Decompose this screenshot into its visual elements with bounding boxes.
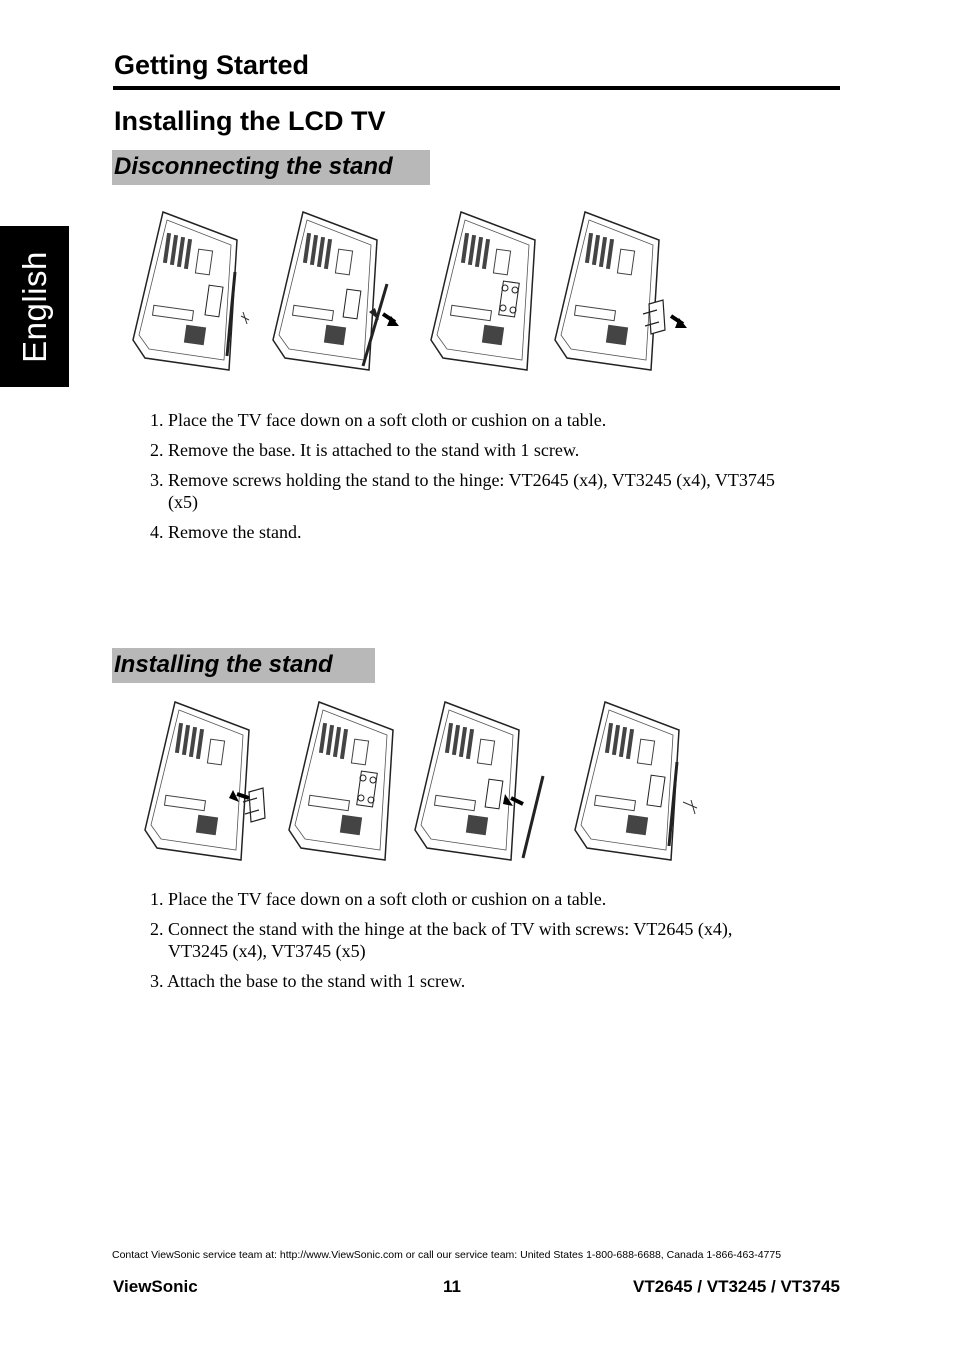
tv-back-illustration-2 xyxy=(265,208,405,376)
chapter-divider xyxy=(113,86,840,90)
page-number: 11 xyxy=(443,1277,461,1296)
install-steps-list xyxy=(150,888,790,1000)
list-item: 3. Attach the base to the stand with 1 screw. xyxy=(150,971,466,991)
disconnect-illustrations xyxy=(115,208,715,378)
language-tab-label: English xyxy=(15,250,53,363)
service-contact: Contact ViewSonic service team at: http://www.ViewSonic.com or call our service team: United States 1-800-688-6688, Canada 1-866-463-4775 xyxy=(112,1249,782,1261)
footer-models: VT2645 / VT3245 / VT3745 xyxy=(633,1277,840,1296)
disconnect-stand-heading: Disconnecting the stand xyxy=(112,150,430,185)
list-item: 2. Connect the stand with the hinge at the back of TV with screws: VT2645 (x4), VT3245 (x4), VT3745 (x5) xyxy=(150,919,733,961)
chapter-title: Getting Started xyxy=(114,50,310,80)
list-item: 3. Remove screws holding the stand to the hinge: VT2645 (x4), VT3245 (x4), VT3745 (x5) xyxy=(150,470,775,512)
disconnect-steps-list xyxy=(150,409,790,551)
install-illustrations xyxy=(115,698,715,868)
list-item: 2. Remove the base. It is attached to the stand with 1 screw. xyxy=(150,440,580,460)
tv-back-illustration-1 xyxy=(125,208,250,376)
language-tab xyxy=(0,226,69,387)
install-stand-heading: Installing the stand xyxy=(112,648,375,683)
list-item: 1. Place the TV face down on a soft cloth or cushion on a table. xyxy=(150,410,607,430)
list-item: 1. Place the TV face down on a soft cloth or cushion on a table. xyxy=(150,889,607,909)
section-title: Installing the LCD TV xyxy=(114,106,386,136)
list-item: 4. Remove the stand. xyxy=(150,522,302,542)
tv-back-illustration-8 xyxy=(567,698,707,866)
tv-back-illustration-7 xyxy=(407,698,552,866)
tv-back-illustration-3 xyxy=(423,208,548,376)
footer-brand: ViewSonic xyxy=(113,1277,198,1296)
tv-back-illustration-6 xyxy=(281,698,406,866)
tv-back-illustration-5 xyxy=(137,698,287,866)
tv-back-illustration-4 xyxy=(547,208,697,376)
